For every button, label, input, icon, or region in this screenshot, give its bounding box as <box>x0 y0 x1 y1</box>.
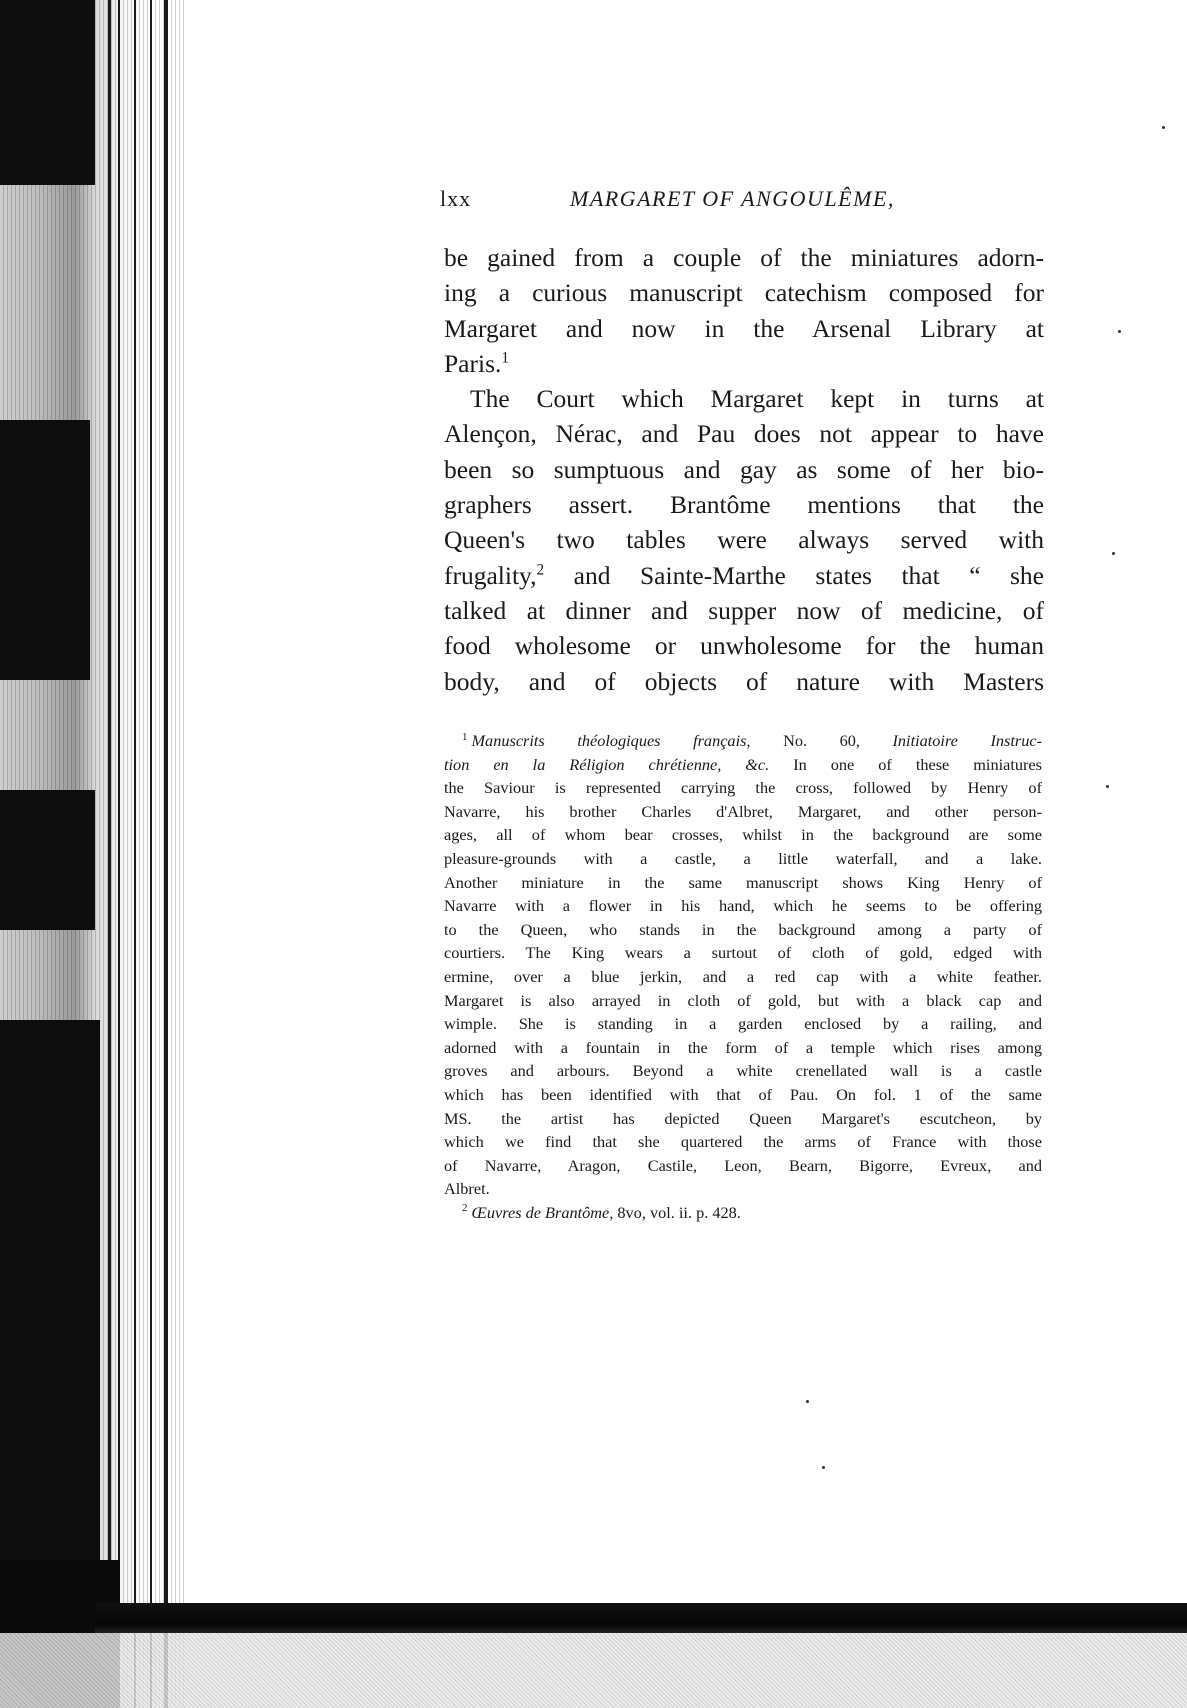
footnote-italic: Manuscrits théologiques français, <box>471 731 751 750</box>
binding-line <box>150 0 152 1708</box>
text-fragment: Paris. <box>444 348 502 378</box>
text-line <box>444 346 1044 381</box>
footnote-1-line: pleasure-grounds with a castle, a little waterfall, and a lake. <box>444 848 1042 868</box>
text-line: The Court which Margaret kept in turns at <box>470 384 1044 414</box>
text-line: Queen's two tables were always served with <box>444 525 1044 555</box>
footnote-2-mark: 2 <box>462 1202 468 1215</box>
scan-speck <box>1112 552 1115 555</box>
text-line: talked at dinner and supper now of medicine, of <box>444 595 1044 625</box>
page-number: lxx <box>440 186 472 211</box>
footnote-1-line: Navarre, his brother Charles d'Albret, Margaret, and other person- <box>444 801 1042 821</box>
binding-shadow <box>0 0 95 185</box>
text-fragment: and Sainte-Marthe states that “ she <box>544 560 1044 590</box>
binding-line <box>164 0 168 1708</box>
scan-speck <box>822 1466 825 1469</box>
footnote-1-line: Margaret is also arrayed in cloth of gold, but with a black cap and <box>444 990 1042 1010</box>
footnote-1-line: to the Queen, who stands in the background among a party of <box>444 919 1042 939</box>
footnote-italic: tion en la Réligion chrétienne, &c. <box>444 754 770 774</box>
footnote-1-line: courtiers. The King wears a surtout of cloth of gold, edged with <box>444 943 1042 963</box>
text-line <box>444 558 1044 593</box>
footnote-ref-2: 2 <box>536 561 545 579</box>
text-line: ing a curious manuscript catechism composed for <box>444 278 1044 308</box>
running-header <box>440 186 1040 222</box>
footnote-1-line: MS. the artist has depicted Queen Margaret's escutcheon, by <box>444 1108 1042 1128</box>
scan-background-noise <box>0 1633 1187 1708</box>
footnote-1-line: ermine, over a blue jerkin, and a red cap with a white feather. <box>444 966 1042 986</box>
binding-shadow <box>0 790 95 930</box>
binding-shadow <box>0 1020 100 1600</box>
text-line: food wholesome or unwholesome for the human <box>444 631 1044 661</box>
footnote-1-line: Albret. <box>444 1179 490 1199</box>
binding-shadow <box>0 420 90 680</box>
footnote-1-line: which we find that she quartered the arms of France with those <box>444 1132 1042 1152</box>
text-line: Alençon, Nérac, and Pau does not appear to have <box>444 419 1044 449</box>
footnote-italic: Initiatoire Instruc- <box>892 731 1042 750</box>
footnote-text: 8vo, vol. ii. p. 428. <box>613 1202 741 1222</box>
text-line: Margaret and now in the Arsenal Library at <box>444 313 1044 343</box>
footnote-1-line <box>444 753 1042 777</box>
footnote-italic: Œuvres de Brantôme, <box>471 1202 614 1222</box>
binding-line <box>134 0 136 1708</box>
footnote-1-line: which has been identified with that of Pau. On fol. 1 of the same <box>444 1084 1042 1104</box>
footnote-text: No. 60, <box>750 731 893 750</box>
scan-speck <box>1162 126 1165 129</box>
footnote-1-line: Another miniature in the same manuscript shows King Henry of <box>444 872 1042 892</box>
footnote-1-mark: 1 <box>462 730 468 743</box>
footnote-ref-1: 1 <box>501 349 510 367</box>
footnote-1-line: adorned with a fountain in the form of a temple which rises among <box>444 1037 1042 1057</box>
text-line: be gained from a couple of the miniatures adorn- <box>444 243 1044 272</box>
running-title: MARGARET OF ANGOULÊME, <box>570 186 895 211</box>
footnote-1-line: of Navarre, Aragon, Castile, Leon, Bearn, Bigorre, Evreux, and <box>444 1155 1042 1175</box>
scan-speck <box>806 1400 809 1403</box>
footnote-2-line <box>444 1201 1042 1225</box>
binding-line <box>108 0 111 1708</box>
binding-line <box>118 0 120 1708</box>
text-fragment: frugality, <box>444 560 537 590</box>
footnote-1-line: groves and arbours. Beyond a white crenellated wall is a castle <box>444 1061 1042 1081</box>
footnote-1-line: Navarre with a flower in his hand, which he seems to be offering <box>444 896 1042 916</box>
footnotes <box>444 729 1042 1224</box>
book-binding-gutter <box>0 0 185 1708</box>
scan-speck <box>1118 330 1121 333</box>
body-text <box>444 240 1044 699</box>
footnote-1-line: the Saviour is represented carrying the cross, followed by Henry of <box>444 778 1042 798</box>
text-line: graphers assert. Brantôme mentions that the <box>444 490 1044 520</box>
footnote-1-line: ages, all of whom bear crosses, whilst in the background are some <box>444 825 1042 845</box>
footnote-text: In one of these miniatures <box>769 754 1042 774</box>
text-line: body, and of objects of nature with Masters <box>444 666 1044 696</box>
text-line: been so sumptuous and gay as some of her bio- <box>444 454 1044 484</box>
footnote-1-line: wimple. She is standing in a garden enclosed by a railing, and <box>444 1014 1042 1034</box>
footnote-1-line <box>444 729 1042 753</box>
page-bottom-edge <box>95 1603 1187 1633</box>
scan-speck <box>1106 785 1109 788</box>
